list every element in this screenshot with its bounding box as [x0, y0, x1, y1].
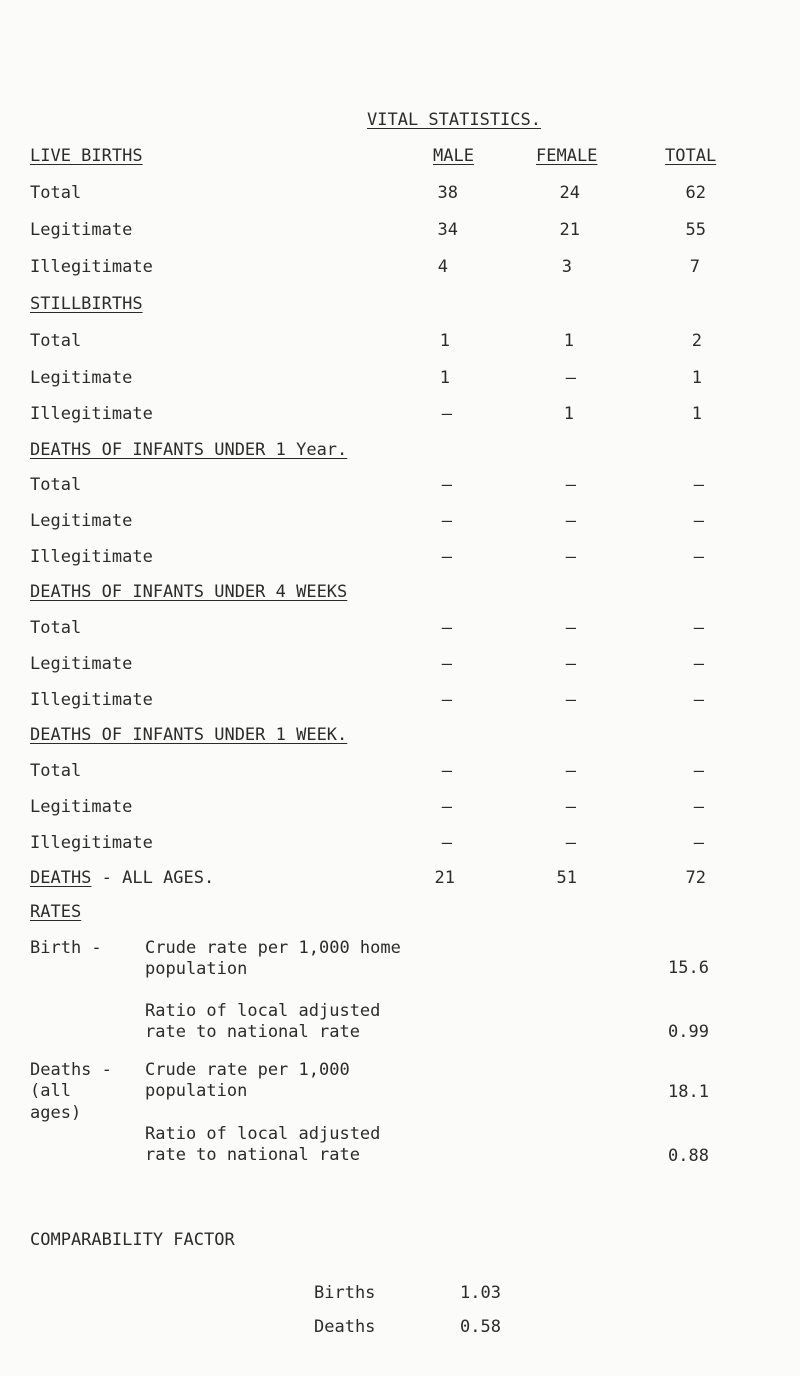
female-value: –: [565, 654, 576, 674]
birth-ratio-line-2: rate to national rate: [145, 1022, 360, 1043]
row-label: Illegitimate: [30, 833, 153, 853]
birth-ratio-line-1: Ratio of local adjusted: [145, 1001, 381, 1021]
female-value: –: [565, 511, 576, 531]
total-value: –: [693, 797, 704, 817]
male-value: –: [441, 690, 452, 710]
comparability-deaths-label: Deaths: [314, 1317, 376, 1337]
total-value: 1: [691, 368, 702, 388]
male-value: –: [441, 404, 452, 424]
male-value: –: [441, 833, 452, 853]
male-value: –: [441, 618, 452, 638]
female-value: –: [565, 368, 576, 388]
total-value: –: [693, 618, 704, 638]
deaths-crude-rate-label: [145, 1060, 350, 1103]
total-value: –: [693, 475, 704, 495]
total-value: –: [693, 547, 704, 567]
deaths-crude-line-1: Crude rate per 1,000: [145, 1060, 350, 1080]
total-value: –: [693, 690, 704, 710]
female-value: 24: [559, 183, 580, 203]
deaths-all-ages-female: 51: [556, 868, 577, 888]
row-label: Legitimate: [30, 654, 133, 674]
live-births-heading: LIVE BIRTHS: [30, 146, 143, 166]
birth-ratio-label: [145, 1001, 380, 1044]
male-value: –: [441, 511, 452, 531]
deaths-crude-line-2: population: [145, 1081, 248, 1102]
deaths-ratio-line-1: Ratio of local adjusted: [145, 1124, 381, 1144]
total-value: 1: [691, 404, 702, 424]
comparability-heading: COMPARABILITY FACTOR: [30, 1230, 235, 1250]
total-value: 55: [685, 220, 706, 240]
male-value: –: [441, 761, 452, 781]
deaths-under-1-year-heading: DEATHS OF INFANTS UNDER 1 Year.: [30, 440, 348, 460]
row-label: Legitimate: [30, 797, 133, 817]
deaths-all-ages-male: 21: [434, 868, 455, 888]
deaths-all-ages-label: [30, 870, 214, 887]
male-value: 1: [439, 331, 450, 351]
row-label: Illegitimate: [30, 547, 153, 567]
row-label: Legitimate: [30, 511, 133, 531]
comparability-births-value: 1.03: [460, 1283, 501, 1303]
total-value: 62: [685, 183, 706, 203]
deaths-rate-label: [30, 1060, 112, 1124]
female-value: –: [565, 797, 576, 817]
male-value: 38: [437, 183, 458, 203]
deaths-under-4-weeks-heading: DEATHS OF INFANTS UNDER 4 WEEKS: [30, 582, 348, 602]
deaths-suffix: - ALL AGES.: [91, 868, 215, 888]
total-value: 2: [691, 331, 702, 351]
birth-crude-rate-label: [145, 938, 401, 981]
female-value: –: [565, 761, 576, 781]
deaths-crude-rate-value: 18.1: [668, 1082, 709, 1102]
page-title: VITAL STATISTICS.: [367, 110, 541, 130]
deaths-label: DEATHS: [30, 868, 92, 888]
birth-ratio-value: 0.99: [668, 1022, 709, 1042]
row-label: Total: [30, 475, 82, 495]
birth-crude-line-2: population: [145, 959, 248, 980]
female-value: –: [565, 475, 576, 495]
deaths-under-1-week-heading: DEATHS OF INFANTS UNDER 1 WEEK.: [30, 725, 348, 745]
total-value: 7: [689, 257, 700, 277]
row-label: Illegitimate: [30, 404, 153, 424]
row-label: Legitimate: [30, 368, 133, 388]
female-value: 3: [561, 257, 572, 277]
total-value: –: [693, 511, 704, 531]
female-column-header: FEMALE: [536, 146, 598, 166]
row-label: Total: [30, 761, 82, 781]
male-column-header: MALE: [433, 146, 474, 166]
deaths-label-line-3: ages): [30, 1102, 82, 1123]
comparability-deaths-value: 0.58: [460, 1317, 501, 1337]
row-label: Illegitimate: [30, 257, 153, 277]
male-value: –: [441, 547, 452, 567]
row-label: Total: [30, 331, 82, 351]
male-value: 4: [437, 257, 448, 277]
female-value: –: [565, 833, 576, 853]
deaths-label-line-2: (all: [30, 1081, 71, 1102]
deaths-label-line-1: Deaths -: [30, 1060, 112, 1080]
deaths-all-ages-total: 72: [685, 868, 706, 888]
row-label: Total: [30, 183, 82, 203]
birth-crude-line-1: Crude rate per 1,000 home: [145, 938, 401, 958]
birth-label: Birth -: [30, 938, 102, 958]
deaths-ratio-line-2: rate to national rate: [145, 1145, 360, 1166]
stillbirths-heading: STILLBIRTHS: [30, 294, 143, 314]
deaths-ratio-value: 0.88: [668, 1146, 709, 1166]
male-value: –: [441, 654, 452, 674]
total-value: –: [693, 761, 704, 781]
total-column-header: TOTAL: [665, 146, 717, 166]
male-value: 1: [439, 368, 450, 388]
male-value: 34: [437, 220, 458, 240]
total-value: –: [693, 833, 704, 853]
female-value: –: [565, 690, 576, 710]
comparability-births-label: Births: [314, 1283, 376, 1303]
male-value: –: [441, 475, 452, 495]
female-value: –: [565, 618, 576, 638]
total-value: –: [693, 654, 704, 674]
female-value: 1: [563, 404, 574, 424]
female-value: –: [565, 547, 576, 567]
male-value: –: [441, 797, 452, 817]
deaths-ratio-label: [145, 1124, 380, 1167]
female-value: 1: [563, 331, 574, 351]
row-label: Legitimate: [30, 220, 133, 240]
row-label: Illegitimate: [30, 690, 153, 710]
rates-heading: RATES: [30, 902, 82, 922]
birth-crude-rate-value: 15.6: [668, 958, 709, 978]
female-value: 21: [559, 220, 580, 240]
row-label: Total: [30, 618, 82, 638]
